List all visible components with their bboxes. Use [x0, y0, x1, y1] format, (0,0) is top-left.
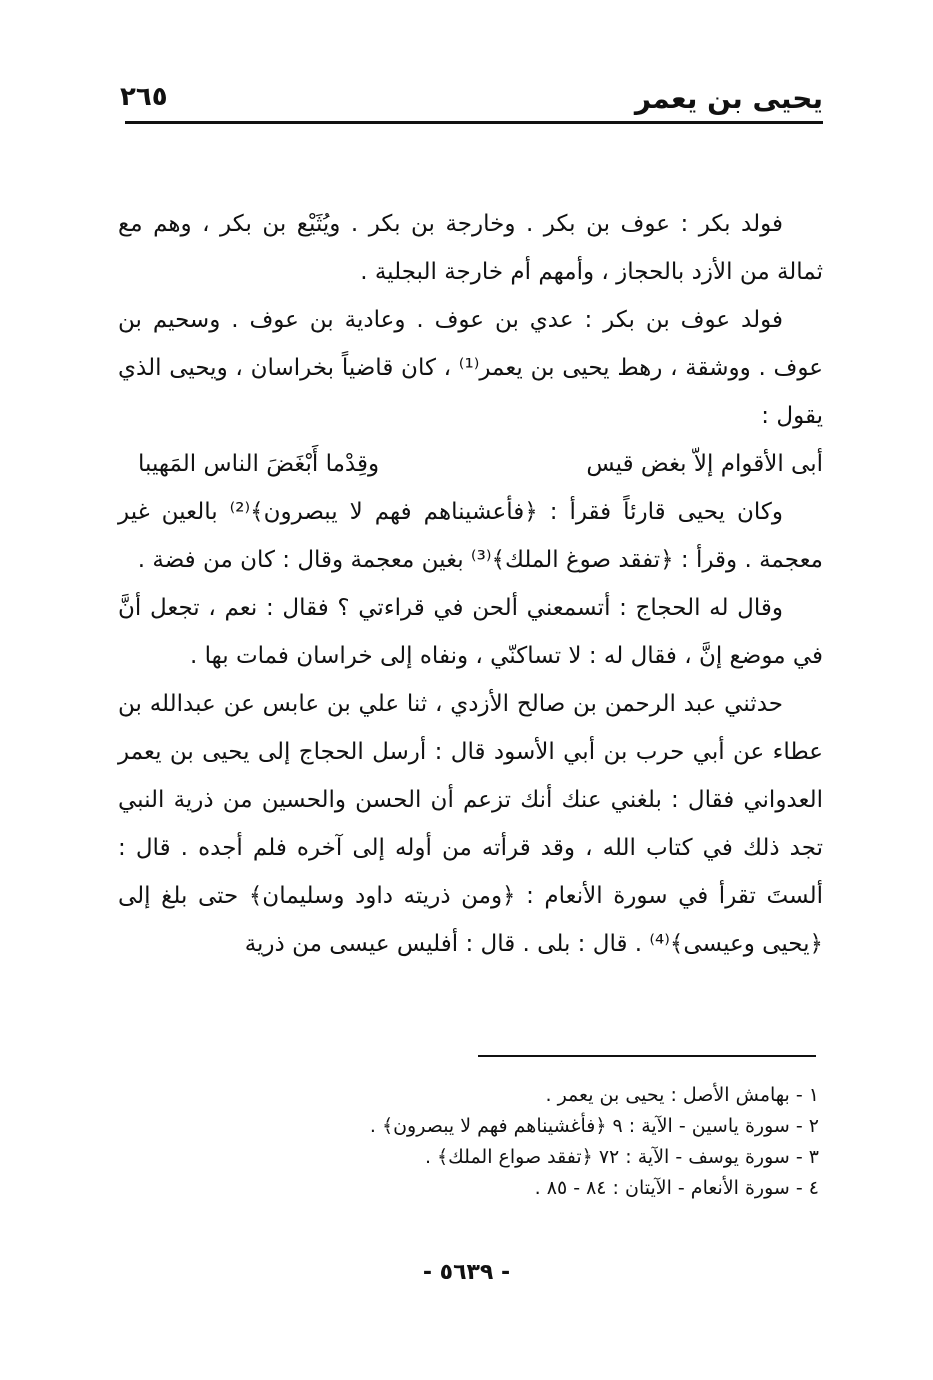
main-text [118, 200, 823, 968]
paragraph: حدثني عبد الرحمن بن صالح الأزدي ، ثنا علي بن عابس عن عبدالله بن عطاء عن أبي حرب بن أبي الأسود قال : أرسل الحجاج إلى يحيى بن يعمر العدواني فقال : بلغني عنك أنك تزعم أن الحسن والحسين من ذرية النبي تجد ذلك في كتاب الله ، وقد قرأته من أوله إلى آخره فلم أجده . قال : ألستَ تقرأ في سورة الأنعام : ﴿ومن ذريته داود وسليمان﴾ حتى بلغ إلى ﴿يحيى وعيسى﴾⁽⁴⁾ . قال : بلى . قال : أفليس عيسى من ذرية [118, 691, 823, 957]
paragraph: فولد عوف بن بكر : عدي بن عوف . وعادية بن عوف . وسحيم بن عوف . ووشقة ، رهط يحيى بن يعمر⁽¹⁾ ، كان قاضياً بخراسان ، ويحيى الذي يقول : [118, 307, 823, 429]
running-header [120, 78, 823, 118]
footnote: ٤ - سورة الأنعام - الآيتان : ٨٤ - ٨٥ . [534, 1177, 819, 1199]
footnote: ٣ - سورة يوسف - الآية : ٧٢ ﴿تفقد صواع الملك﴾ . [424, 1146, 819, 1168]
footnote: ١ - بهامش الأصل : يحيى بن يعمر . [545, 1084, 819, 1106]
header-page-number: ٢٦٥ [120, 82, 168, 112]
header-rule [125, 121, 823, 124]
footnote: ٢ - سورة ياسين - الآية : ٩ ﴿فأغشيناهم فهم لا يبصرون﴾ . [369, 1115, 819, 1137]
paragraph: وكان يحيى قارئاً فقرأ : ﴿فأعشيناهم فهم لا يبصرون﴾⁽²⁾ بالعين غير معجمة . وقرأ : ﴿تفقد صوغ الملك﴾⁽³⁾ بغين معجمة وقال : كان من فضة . [118, 499, 823, 573]
page-number: - ٥٦٣٩ - [422, 1260, 511, 1285]
paragraph: وقال له الحجاج : أتسمعني ألحن في قراءتي ؟ فقال : نعم ، تجعل أنَّ في موضع إنَّ ، فقال له : لا تساكنّي ، ونفاه إلى خراسان فمات بها . [118, 595, 823, 669]
footnotes [260, 1080, 819, 1204]
paragraph: فولد بكر : عوف بن بكر . وخارجة بن بكر . ويُثَيْع بن بكر ، وهم مع ثمالة من الأزد بالحجاز ، وأمهم أم خارجة البجلية . [118, 211, 823, 285]
verse-first-hemistich: أبى الأقوام إلاّ بغض قيس [586, 451, 823, 477]
verse-second-hemistich: وقِدْما أَبْغَضَ الناس المَهيبا [138, 451, 380, 477]
header-title: يحيى بن يعمر [634, 82, 823, 115]
poetry-verse [118, 440, 823, 488]
footnote-rule [478, 1055, 816, 1057]
